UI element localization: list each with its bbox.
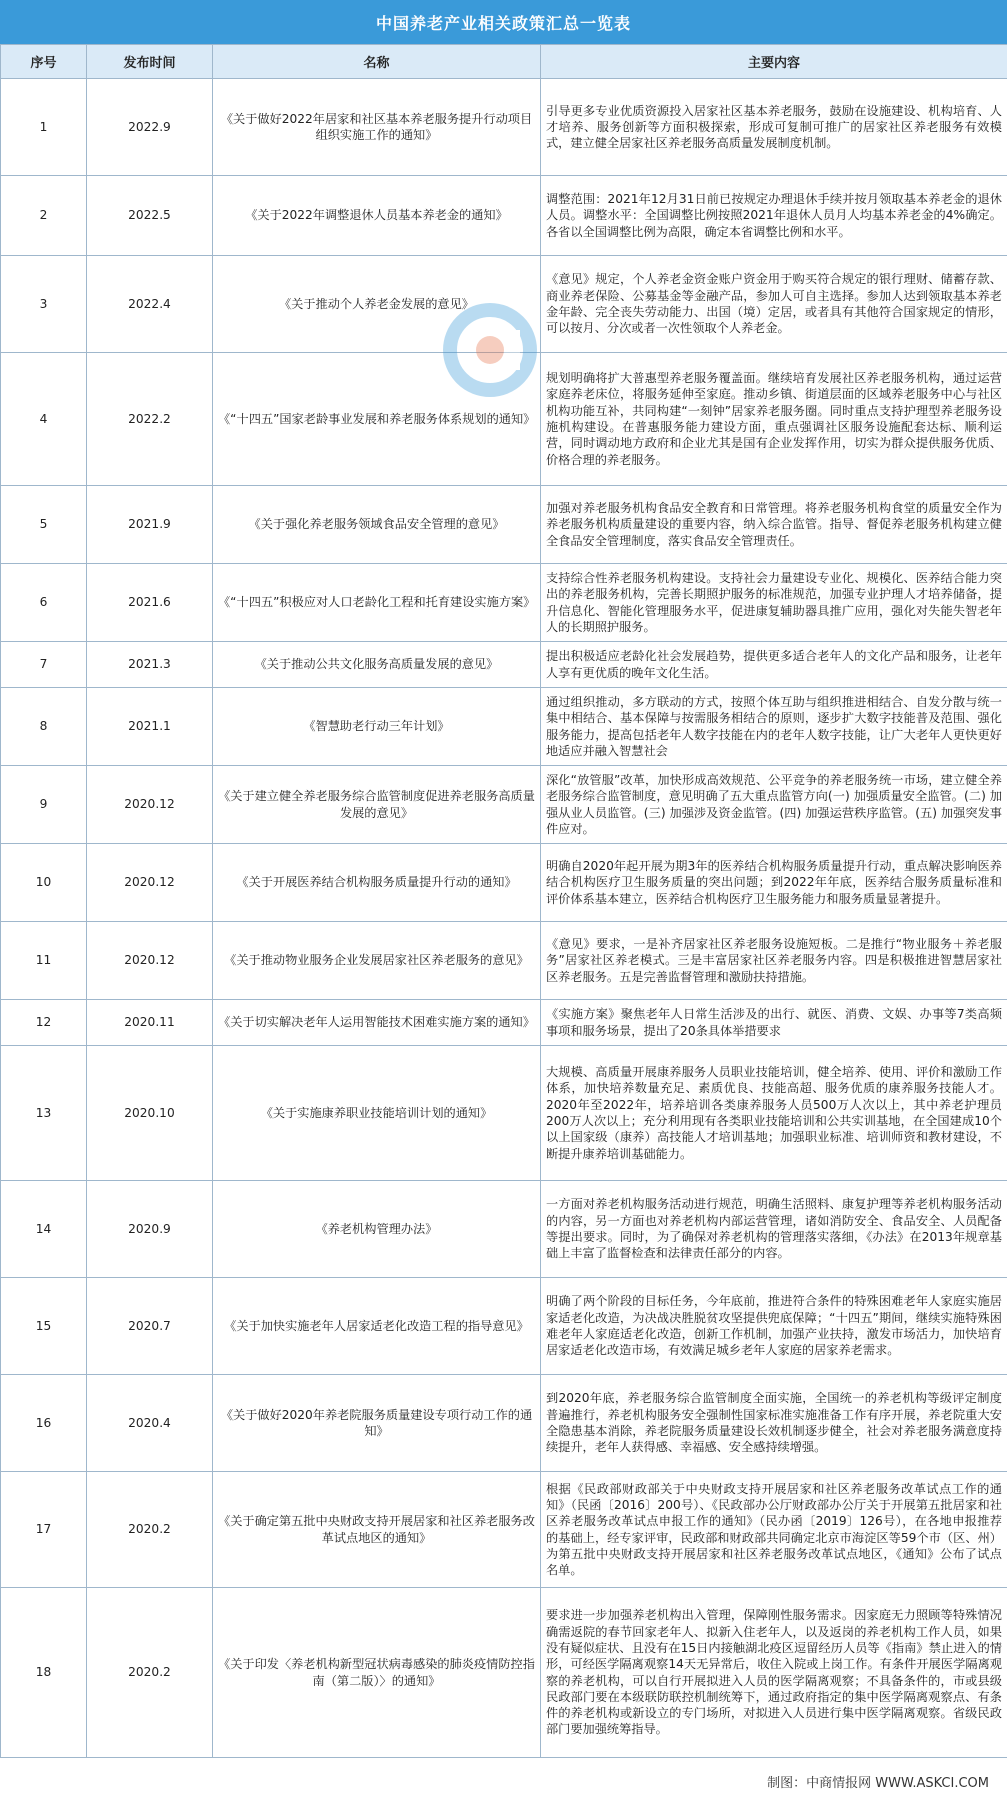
row-seq: 10 (1, 844, 87, 922)
row-date: 2020.12 (87, 766, 213, 844)
row-date: 2020.4 (87, 1375, 213, 1472)
row-content: 到2020年底，养老服务综合监管制度全面实施，全国统一的养老机构等级评定制度普遍推行，养老机构服务安全强制性国家标准实施准备工作有序开展，养老院重大安全隐患基本消除，养老院服务质量建设长效机制逐步健全，社会对养老服务满意度持续提升，老年人获得感、幸福感、安全感持续增强。 (541, 1375, 1007, 1472)
row-name: 《关于切实解决老年人运用智能技术困难实施方案的通知》 (213, 1000, 541, 1046)
row-date: 2022.9 (87, 79, 213, 176)
row-seq: 1 (1, 79, 87, 176)
row-seq: 13 (1, 1046, 87, 1181)
row-name: 《关于确定第五批中央财政支持开展居家和社区养老服务改革试点地区的通知》 (213, 1472, 541, 1588)
row-seq: 18 (1, 1588, 87, 1758)
table-row (1, 1046, 1007, 1181)
row-seq: 5 (1, 486, 87, 564)
row-name: 《关于推动物业服务企业发展居家社区养老服务的意见》 (213, 922, 541, 1000)
row-content: 根据《民政部财政部关于中央财政支持开展居家和社区养老服务改革试点工作的通知》（民函〔2016〕200号）、《民政部办公厅财政部办公厅关于开展第五批居家和社区养老服务改革试点申报工作的通知》（民办函〔2019〕126号），在各地申报推荐的基础上，经专家评审，民政部和财政部共同确定北京市海淀区等59个市（区、州）为第五批中央财政支持开展居家和社区养老服务改革试点地区，《通知》公布了试点名单。 (541, 1472, 1007, 1588)
row-name: 《关于做好2020年养老院服务质量建设专项行动工作的通知》 (213, 1375, 541, 1472)
row-content: 调整范围：2021年12月31日前已按规定办理退休手续并按月领取基本养老金的退休人员。调整水平：全国调整比例按照2021年退休人员月人均基本养老金的4%确定。各省以全国调整比例为高限，确定本省调整比例和水平。 (541, 176, 1007, 256)
row-content: 要求进一步加强养老机构出入管理，保障刚性服务需求。因家庭无力照顾等特殊情况确需返院的春节回家老年人、拟新入住老年人，以及返岗的养老机构工作人员，如果没有疑似症状、且没有在15日内接触湖北疫区逗留经历人员等《指南》禁止进入的情形，可经医学隔离观察14天无异常后，收住入院或上岗工作。有条件开展医学隔离观察的养老机构，可以自行开展拟进入人员的医学隔离观察；不具备条件的，市或县级民政部门要在本级联防联控机制统筹下，通过政府指定的集中医学隔离观察点、有条件的养老机构或新设立的专门场所，对拟进入人员进行集中医学隔离观察。省级民政部门要加强统筹指导。 (541, 1588, 1007, 1758)
row-seq: 4 (1, 353, 87, 486)
row-seq: 8 (1, 688, 87, 766)
table-row (1, 688, 1007, 766)
row-content: 大规模、高质量开展康养服务人员职业技能培训，健全培养、使用、评价和激励工作体系，加快培养数量充足、素质优良、技能高超、服务优质的康养服务技能人才。2020年至2022年，培养培训各类康养服务人员500万人次以上，其中养老护理员200万人次以上；充分利用现有各类职业技能培训和公共实训基地，在全国建成10个以上国家级（康养）高技能人才培训基地；加强职业标准、培训师资和教材建设，不断提升康养培训基础能力。 (541, 1046, 1007, 1181)
table-row (1, 353, 1007, 486)
row-seq: 12 (1, 1000, 87, 1046)
row-seq: 7 (1, 642, 87, 688)
row-content: 规划明确将扩大普惠型养老服务覆盖面。继续培育发展社区养老服务机构，通过运营家庭养老床位，将服务延伸至家庭。推动乡镇、街道层面的区域养老服务中心与社区机构功能互补，共同构建“一刻钟”居家养老服务圈。同时重点支持护理型养老服务设施机构建设。在普惠服务能力建设方面，重点强调社区服务设施配套达标、顺利运营，同时调动地方政府和企业尤其是国有企业发挥作用，切实为群众提供服务优质、价格合理的养老服务。 (541, 353, 1007, 486)
row-date: 2021.3 (87, 642, 213, 688)
table-row (1, 1181, 1007, 1278)
row-name: 《关于强化养老服务领域食品安全管理的意见》 (213, 486, 541, 564)
row-name: 《关于推动公共文化服务高质量发展的意见》 (213, 642, 541, 688)
row-seq: 3 (1, 256, 87, 353)
row-name: 《关于推动个人养老金发展的意见》 (213, 256, 541, 353)
table-row (1, 79, 1007, 176)
row-date: 2021.6 (87, 564, 213, 642)
row-name: 《养老机构管理办法》 (213, 1181, 541, 1278)
row-name: 《关于开展医养结合机构服务质量提升行动的通知》 (213, 844, 541, 922)
row-content: 《意见》要求，一是补齐居家社区养老服务设施短板。二是推行“物业服务＋养老服务”居家社区养老模式。三是丰富居家社区养老服务内容。四是积极推进智慧居家社区养老服务。五是完善监督管理和激励扶持措施。 (541, 922, 1007, 1000)
row-name: 《关于2022年调整退休人员基本养老金的通知》 (213, 176, 541, 256)
row-name: 《智慧助老行动三年计划》 (213, 688, 541, 766)
table-row (1, 1588, 1007, 1758)
row-seq: 16 (1, 1375, 87, 1472)
row-content: 通过组织推动，多方联动的方式，按照个体互助与组织推进相结合、自发分散与统一集中相结合、基本保障与按需服务相结合的原则，逐步扩大数字技能普及范围、强化服务能力，提高包括老年人数字技能在内的老年人数字技能，让广大老年人更快更好地适应并融入智慧社会 (541, 688, 1007, 766)
row-content: 《意见》规定，个人养老金资金账户资金用于购买符合规定的银行理财、储蓄存款、商业养老保险、公募基金等金融产品，参加人可自主选择。参加人达到领取基本养老金年龄、完全丧失劳动能力、出国（境）定居，或者具有其他符合国家规定的情形，可以按月、分次或者一次性领取个人养老金。 (541, 256, 1007, 353)
table-row (1, 1472, 1007, 1588)
row-name: 《关于印发〈养老机构新型冠状病毒感染的肺炎疫情防控指南（第二版）〉的通知》 (213, 1588, 541, 1758)
row-date: 2020.11 (87, 1000, 213, 1046)
table-row (1, 176, 1007, 256)
header-seq: 序号 (1, 45, 87, 79)
row-name: 《关于做好2022年居家和社区基本养老服务提升行动项目组织实施工作的通知》 (213, 79, 541, 176)
row-content: 《实施方案》聚焦老年人日常生活涉及的出行、就医、消费、文娱、办事等7类高频事项和服务场景，提出了20条具体举措要求 (541, 1000, 1007, 1046)
row-seq: 14 (1, 1181, 87, 1278)
table-row (1, 564, 1007, 642)
policy-table (0, 44, 1007, 1758)
table-row (1, 1278, 1007, 1375)
row-name: 《关于加快实施老年人居家适老化改造工程的指导意见》 (213, 1278, 541, 1375)
row-date: 2021.1 (87, 688, 213, 766)
footer-credit: 制图：中商情报网 WWW.ASKCI.COM (0, 1763, 1007, 1799)
table-row (1, 766, 1007, 844)
row-seq: 6 (1, 564, 87, 642)
row-seq: 9 (1, 766, 87, 844)
row-content: 支持综合性养老服务机构建设。支持社会力量建设专业化、规模化、医养结合能力突出的养老服务机构，完善长期照护服务的标准规范，加强专业护理人才培养储备，提升信息化、智能化管理服务水平，促进康复辅助器具推广应用，强化对失能失智老年人的长期照护服务。 (541, 564, 1007, 642)
table-row (1, 256, 1007, 353)
row-content: 提出积极适应老龄化社会发展趋势，提供更多适合老年人的文化产品和服务，让老年人享有更优质的晚年文化生活。 (541, 642, 1007, 688)
row-date: 2020.12 (87, 922, 213, 1000)
row-seq: 2 (1, 176, 87, 256)
header-row (1, 45, 1007, 79)
row-date: 2020.9 (87, 1181, 213, 1278)
row-date: 2022.2 (87, 353, 213, 486)
row-date: 2020.7 (87, 1278, 213, 1375)
table-row (1, 486, 1007, 564)
row-date: 2020.10 (87, 1046, 213, 1181)
row-content: 明确自2020年起开展为期3年的医养结合机构服务质量提升行动，重点解决影响医养结合机构医疗卫生服务质量的突出问题；到2022年年底，医养结合服务质量标准和评价体系基本建立，医养结合机构医疗卫生服务能力和服务质量显著提升。 (541, 844, 1007, 922)
row-date: 2020.2 (87, 1472, 213, 1588)
row-content: 一方面对养老机构服务活动进行规范，明确生活照料、康复护理等养老机构服务活动的内容，另一方面也对养老机构内部运营管理，诸如消防安全、食品安全、人员配备等提出要求。同时，为了确保对养老机构的管理落实落细，《办法》在2013年规章基础上丰富了监督检查和法律责任部分的内容。 (541, 1181, 1007, 1278)
row-date: 2022.5 (87, 176, 213, 256)
row-date: 2020.2 (87, 1588, 213, 1758)
header-content: 主要内容 (541, 45, 1007, 79)
row-seq: 11 (1, 922, 87, 1000)
header-date: 发布时间 (87, 45, 213, 79)
row-content: 深化“放管服”改革，加快形成高效规范、公平竞争的养老服务统一市场，建立健全养老服务综合监管制度，意见明确了五大重点监管方向(一) 加强质量安全监管。(二) 加强从业人员监管。(三) 加强涉及资金监管。(四) 加强运营秩序监管。(五) 加强突发事件应对。 (541, 766, 1007, 844)
row-name: 《关于建立健全养老服务综合监管制度促进养老服务高质量发展的意见》 (213, 766, 541, 844)
row-seq: 17 (1, 1472, 87, 1588)
row-date: 2020.12 (87, 844, 213, 922)
row-content: 明确了两个阶段的目标任务，今年底前，推进符合条件的特殊困难老年人家庭实施居家适老化改造，为决战决胜脱贫攻坚提供兜底保障；“十四五”期间，继续实施特殊困难老年人家庭适老化改造，创新工作机制，加强产业扶持，激发市场活力，加快培育居家适老化改造市场，有效满足城乡老年人家庭的居家养老需求。 (541, 1278, 1007, 1375)
table-body (1, 79, 1007, 1758)
row-date: 2022.4 (87, 256, 213, 353)
row-seq: 15 (1, 1278, 87, 1375)
row-name: 《“十四五”积极应对人口老龄化工程和托育建设实施方案》 (213, 564, 541, 642)
table-row (1, 642, 1007, 688)
row-content: 引导更多专业优质资源投入居家社区基本养老服务，鼓励在设施建设、机构培育、人才培养、服务创新等方面积极探索，形成可复制可推广的居家社区养老服务有效模式，建立健全居家社区养老服务高质量发展制度机制。 (541, 79, 1007, 176)
row-date: 2021.9 (87, 486, 213, 564)
table-row (1, 1000, 1007, 1046)
row-name: 《“十四五”国家老龄事业发展和养老服务体系规划的通知》 (213, 353, 541, 486)
table-row (1, 1375, 1007, 1472)
header-name: 名称 (213, 45, 541, 79)
row-content: 加强对养老服务机构食品安全教育和日常管理。将养老服务机构食堂的质量安全作为养老服务机构质量建设的重要内容，纳入综合监管。指导、督促养老服务机构建立健全食品安全管理制度，落实食品安全管理责任。 (541, 486, 1007, 564)
row-name: 《关于实施康养职业技能培训计划的通知》 (213, 1046, 541, 1181)
table-title: 中国养老产业相关政策汇总一览表 (0, 0, 1007, 44)
table-row (1, 844, 1007, 922)
table-row (1, 922, 1007, 1000)
